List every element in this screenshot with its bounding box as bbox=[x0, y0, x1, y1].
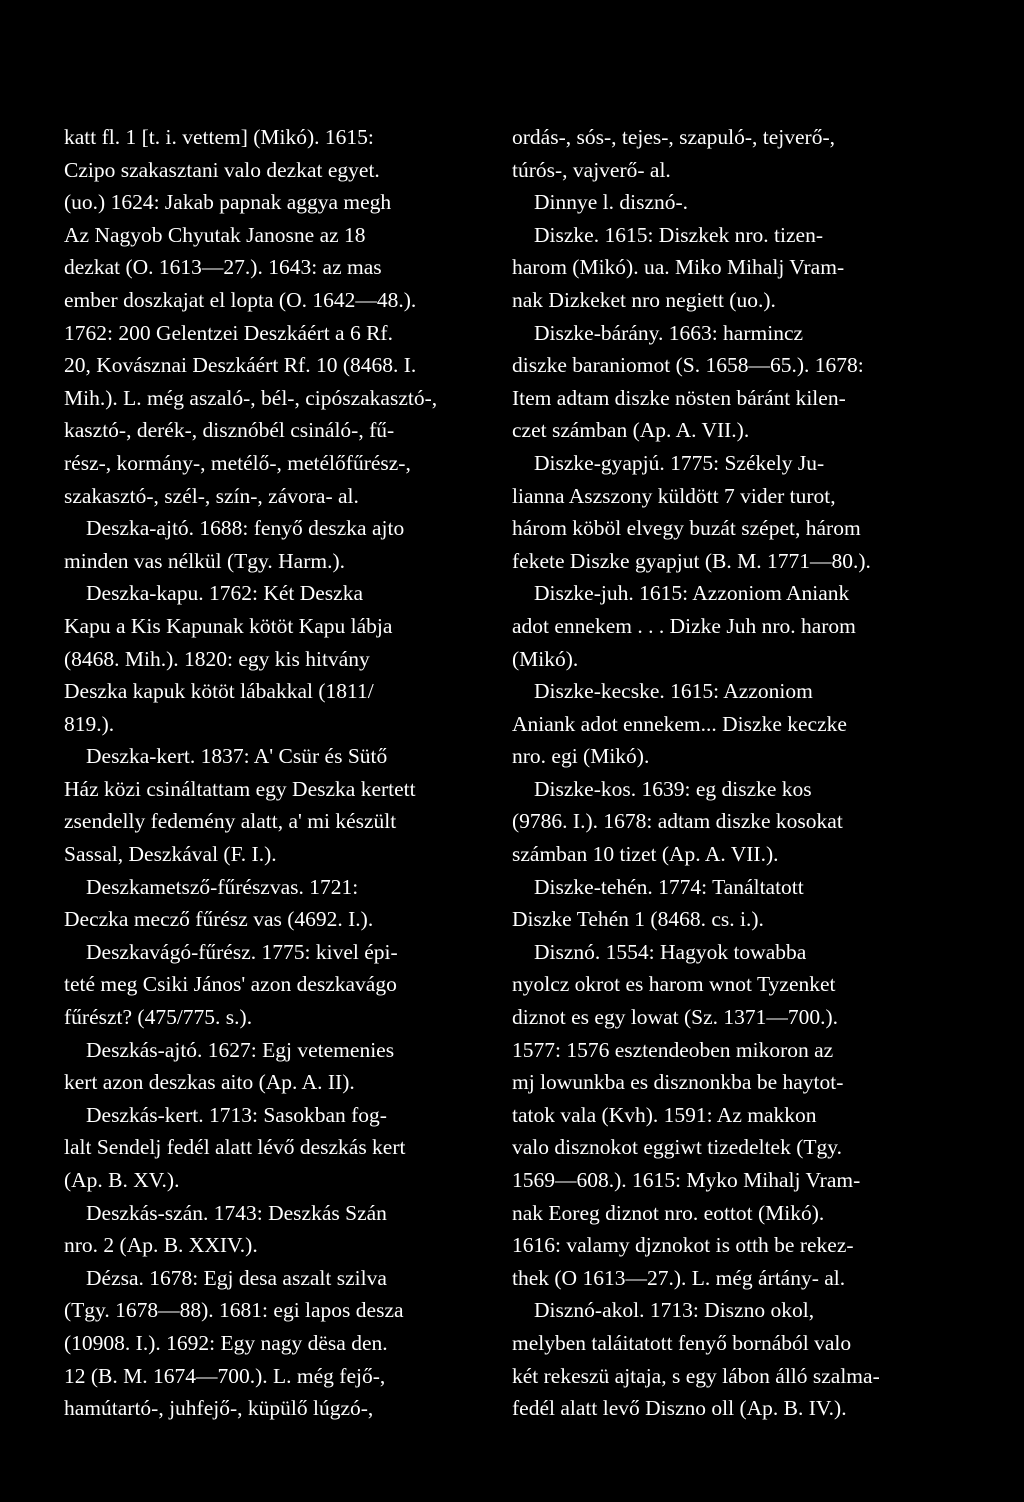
text-line: Czipo szakasztani valo dezkat egyet. bbox=[64, 157, 380, 182]
right-column bbox=[512, 121, 960, 1425]
text-line: Deszka-kapu. 1762: Két Deszka bbox=[86, 581, 364, 606]
text-line: Sassal, Deszkával (F. I.). bbox=[64, 842, 277, 867]
text-line: Deszkás-kert. 1713: Sasokban fog- bbox=[86, 1102, 387, 1127]
text-line: fűrészt? (475/775. s.). bbox=[64, 1005, 253, 1030]
left-column bbox=[64, 121, 498, 1425]
text-line: melyben taláitatott fenyő bornából valo bbox=[512, 1330, 852, 1355]
text-line: zsendelly fedemény alatt, a' mi készült bbox=[64, 809, 397, 834]
text-line: diznot es egy lowat (Sz. 1371—700.). bbox=[512, 1005, 839, 1030]
text-line: kasztó-, derék-, disznóbél csináló-, fű- bbox=[64, 418, 395, 443]
text-line: Deszka-ajtó. 1688: fenyő deszka ajto bbox=[86, 516, 405, 541]
text-line: 1569—608.). 1615: Myko Mihalj Vram- bbox=[512, 1168, 861, 1192]
text-line: harom (Mikó). ua. Miko Mihalj Vram- bbox=[512, 255, 845, 280]
text-line: Aniank adot ennekem... Diszke keczke bbox=[512, 711, 847, 736]
text-line: Diszke-kos. 1639: eg diszke kos bbox=[534, 776, 812, 801]
text-line: (Mikó). bbox=[512, 646, 579, 671]
text-line: ordás-, sós-, tejes-, szapuló-, tejverő-, bbox=[512, 125, 835, 149]
text-line: (Tgy. 1678—88). 1681: egi lapos desza bbox=[64, 1298, 404, 1323]
text-line: (8468. Mih.). 1820: egy kis hitvány bbox=[64, 646, 370, 671]
text-line: lianna Aszszony küldött 7 vider turot, bbox=[512, 483, 836, 508]
text-line: nak Dizkeket nro negiett (uo.). bbox=[512, 287, 776, 312]
text-line: fedél alatt levő Diszno oll (Ap. B. IV.). bbox=[512, 1396, 847, 1421]
text-line: Ház közi csináltattam egy Deszka kertett bbox=[64, 776, 416, 801]
text-line: Diszke-bárány. 1663: harmincz bbox=[534, 320, 804, 345]
text-line: katt fl. 1 [t. i. vettem] (Mikó). 1615: bbox=[64, 125, 374, 149]
text-line: czet számban (Ap. A. VII.). bbox=[512, 418, 750, 443]
text-line: ember doszkajat el lopta (O. 1642—48.). bbox=[64, 287, 417, 312]
text-line: thek (O 1613—27.). L. még ártány- al. bbox=[512, 1265, 846, 1290]
text-line: valo disznokot eggiwt tizedeltek (Tgy. bbox=[512, 1135, 842, 1160]
text-line: Deszka-kert. 1837: A' Csür és Sütő bbox=[86, 744, 388, 769]
text-line: Kapu a Kis Kapunak kötöt Kapu lábja bbox=[64, 613, 393, 638]
text-line: minden vas nélkül (Tgy. Harm.). bbox=[64, 548, 346, 573]
text-line: Disznó. 1554: Hagyok towabba bbox=[534, 939, 807, 964]
text-line: Diszke-tehén. 1774: Tanáltatott bbox=[534, 874, 804, 899]
text-line: nro. 2 (Ap. B. XXIV.). bbox=[64, 1233, 258, 1258]
text-line: dezkat (O. 1613—27.). 1643: az mas bbox=[64, 255, 382, 280]
text-line: Diszke-kecske. 1615: Azzoniom bbox=[534, 679, 813, 704]
text-line: (Ap. B. XV.). bbox=[64, 1168, 180, 1192]
text-line: Deszkametsző-fűrészvas. 1721: bbox=[86, 874, 359, 899]
text-line: 1577: 1576 esztendeoben mikoron az bbox=[512, 1037, 834, 1062]
text-line: kert azon deszkas aito (Ap. A. II). bbox=[64, 1070, 355, 1095]
text-line: Deszkavágó-fűrész. 1775: kivel épi- bbox=[86, 939, 398, 964]
text-line: 20, Kovásznai Deszkáért Rf. 10 (8468. I. bbox=[64, 353, 417, 378]
text-line: Dinnye l. disznó-. bbox=[534, 190, 689, 215]
text-line: nro. egi (Mikó). bbox=[512, 744, 650, 769]
text-line: fekete Diszke gyapjut (B. M. 1771—80.). bbox=[512, 548, 871, 573]
text-line: (10908. I.). 1692: Egy nagy dësa den. bbox=[64, 1330, 388, 1355]
text-line: 1616: valamy djznokot is otth be rekez- bbox=[512, 1233, 854, 1258]
text-line: Diszke-juh. 1615: Azzoniom Aniank bbox=[534, 581, 850, 606]
text-line: Disznó-akol. 1713: Diszno okol, bbox=[534, 1298, 815, 1323]
text-line: mj lowunkba es disznonkba be haytot- bbox=[512, 1070, 844, 1095]
text-line: Deszkás-szán. 1743: Deszkás Szán bbox=[86, 1200, 387, 1225]
text-line: Az Nagyob Chyutak Janosne az 18 bbox=[64, 222, 366, 247]
text-line: nyolcz okrot es harom wnot Tyzenket bbox=[512, 972, 836, 997]
text-line: Diszke. 1615: Diszkek nro. tizen- bbox=[534, 222, 823, 247]
text-line: 12 (B. M. 1674—700.). L. még fejő-, bbox=[64, 1363, 386, 1388]
text-line: szakasztó-, szél-, szín-, závora- al. bbox=[64, 483, 359, 508]
text-line: adot ennekem . . . Dizke Juh nro. harom bbox=[512, 613, 856, 638]
text-line: három köböl elvegy buzát szépet, három bbox=[512, 516, 861, 541]
text-line: nak Eoreg diznot nro. eottot (Mikó). bbox=[512, 1200, 825, 1225]
text-line: Item adtam diszke nösten báránt kilen- bbox=[512, 385, 846, 410]
text-line: 1762: 200 Gelentzei Deszkáért a 6 Rf. bbox=[64, 320, 393, 345]
text-line: túrós-, vajverő- al. bbox=[512, 157, 671, 182]
text-line: Diszke Tehén 1 (8468. cs. i.). bbox=[512, 907, 764, 932]
text-line: rész-, kormány-, metélő-, metélőfűrész-, bbox=[64, 450, 411, 475]
text-line: 819.). bbox=[64, 711, 115, 736]
text-line: Mih.). L. még aszaló-, bél-, cipószakasztó-, bbox=[64, 385, 438, 410]
text-line: Deczka mecző fűrész vas (4692. I.). bbox=[64, 907, 374, 932]
text-line: számban 10 tizet (Ap. A. VII.). bbox=[512, 842, 779, 867]
text-line: tatok vala (Kvh). 1591: Az makkon bbox=[512, 1102, 817, 1127]
text-line: Diszke-gyapjú. 1775: Székely Ju- bbox=[534, 450, 825, 475]
text-line: (uo.) 1624: Jakab papnak aggya megh bbox=[64, 190, 392, 215]
text-line: teté meg Csiki János' azon deszkavágo bbox=[64, 972, 397, 997]
text-line: hamútartó-, juhfejő-, küpülő lúgzó-, bbox=[64, 1396, 374, 1421]
text-line: Dézsa. 1678: Egj desa aszalt szilva bbox=[86, 1265, 387, 1290]
text-line: diszke baraniomot (S. 1658—65.). 1678: bbox=[512, 353, 864, 378]
text-line: lalt Sendelj fedél alatt lévő deszkás kert bbox=[64, 1135, 406, 1160]
text-line: két rekeszü ajtaja, s egy lábon álló szalma- bbox=[512, 1363, 880, 1388]
text-line: Deszkás-ajtó. 1627: Egj vetemenies bbox=[86, 1037, 395, 1062]
text-line: (9786. I.). 1678: adtam diszke kosokat bbox=[512, 809, 843, 834]
text-line: Deszka kapuk kötöt lábakkal (1811/ bbox=[64, 679, 374, 704]
